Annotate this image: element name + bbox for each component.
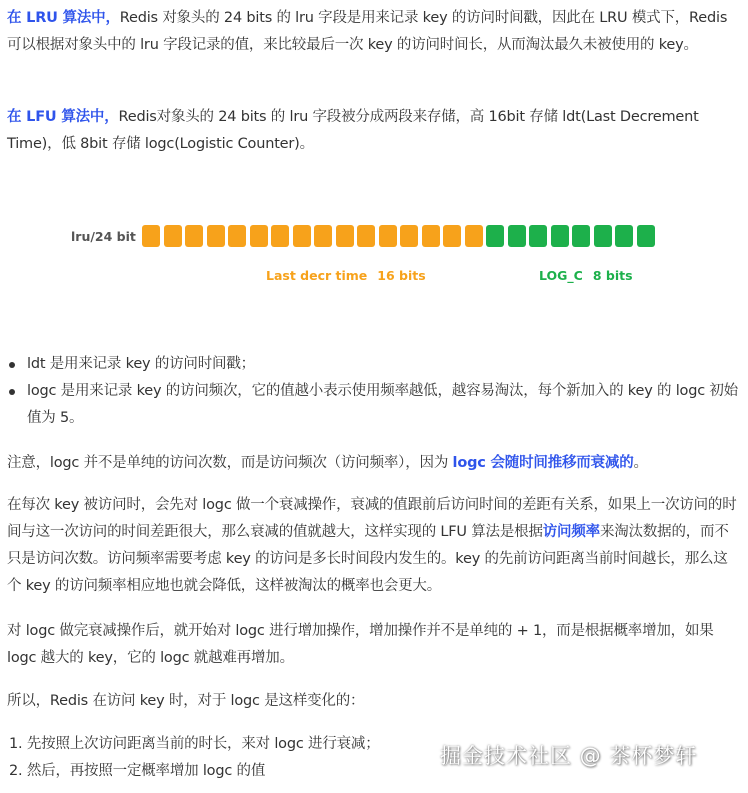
- paragraph-decay: [7, 492, 741, 600]
- ldt-bit-cell: [250, 225, 268, 247]
- caption-ldt-name: Last decr time: [266, 268, 368, 283]
- logc-bit-cell: [572, 225, 590, 247]
- paragraph-note: [7, 450, 648, 477]
- logc-bit-cell: [637, 225, 655, 247]
- paragraph-lfu: [7, 104, 741, 158]
- logc-bit-cell: [529, 225, 547, 247]
- decay-tail: 来淘汰数据的，而不只是访问次数。访问频率需要考虑 key 的访问是多长时间段内发生的。key 的先前访问距离当前时间越长，那么这个 key 的访问频率相应地也就会降低，这样被淘汰的概率也会更大。: [7, 524, 729, 594]
- ldt-bit-cell: [314, 225, 332, 247]
- paragraph-increase: 对 logc 做完衰减操作后，就开始对 logc 进行增加操作，增加操作并不是单纯的 + 1，而是根据概率增加，如果 logc 越大的 key，它的 logc 就越难再增加。: [7, 623, 714, 666]
- bit-cells: [142, 225, 658, 247]
- logc-bit-cell: [551, 225, 569, 247]
- note-tail: 。: [633, 455, 648, 471]
- note-text: 注意，logc 并不是单纯的访问次数，而是访问频次（访问频率），因为: [7, 455, 453, 471]
- bullet-ldt: ldt 是用来记录 key 的访问时间戳；: [7, 351, 741, 378]
- paragraph-lru: [7, 5, 741, 59]
- caption-logc-name: LOG_C: [539, 268, 583, 283]
- ldt-bit-cell: [357, 225, 375, 247]
- lru-bit-diagram: [7, 212, 741, 302]
- lfu-text: Redis对象头的 24 bits 的 lru 字段被分成两段来存储，高 16bit 存储 ldt(Last Decrement Time)，低 8bit 存储 logc(Logistic Counter)。: [7, 109, 699, 152]
- diagram-label: lru/24 bit: [71, 229, 136, 244]
- ldt-bit-cell: [142, 225, 160, 247]
- ldt-bit-cell: [164, 225, 182, 247]
- lfu-lead: 在 LFU 算法中，: [7, 109, 119, 125]
- step-increase: 2. 然后，再按照一定概率增加 logc 的值: [9, 763, 266, 779]
- decay-text: 在每次 key 被访问时，会先对 logc 做一个衰减操作，衰减的值跟前后访问时间的差距有关系，如果上一次访问的时间与这一次访问的时间差距很大，那么衰减的值就越大，这样实现的 LFU 算法是根据: [7, 497, 737, 540]
- logc-bit-cell: [508, 225, 526, 247]
- logc-bit-cell: [615, 225, 633, 247]
- caption-logc-size: 8 bits: [592, 268, 633, 283]
- step-decay: 1. 先按照上次访问距离当前的时长，来对 logc 进行衰减；: [9, 736, 380, 752]
- decay-highlight: 访问频率: [542, 524, 600, 540]
- lru-text: Redis 对象头的 24 bits 的 lru 字段是用来记录 key 的访问时间戳，因此在 LRU 模式下，Redis可以根据对象头中的 lru 字段记录的值，来比较最后一次 key 的访问时间长，从而淘汰最久未被使用的 key。: [7, 10, 728, 53]
- ldt-bit-cell: [422, 225, 440, 247]
- ldt-bit-cell: [379, 225, 397, 247]
- ldt-bit-cell: [207, 225, 225, 247]
- logc-bit-cell: [486, 225, 504, 247]
- lru-lead: 在 LRU 算法中，: [7, 10, 120, 26]
- paragraph-so: 所以，Redis 在访问 key 时，对于 logc 是这样变化的：: [7, 693, 365, 709]
- bullet-logc: logc 是用来记录 key 的访问频次，它的值越小表示使用频率越低，越容易淘汰，每个新加入的 key 的 logc 初始值为 5。: [7, 378, 741, 432]
- steps-list: [7, 731, 380, 785]
- ldt-bit-cell: [400, 225, 418, 247]
- logc-bit-cell: [594, 225, 612, 247]
- ldt-bit-cell: [336, 225, 354, 247]
- ldt-bit-cell: [293, 225, 311, 247]
- note-highlight: logc 会随时间推移而衰减的: [452, 455, 634, 471]
- ldt-bit-cell: [271, 225, 289, 247]
- caption-ldt: [266, 268, 426, 283]
- ldt-bit-cell: [465, 225, 483, 247]
- ldt-bit-cell: [228, 225, 246, 247]
- caption-ldt-size: 16 bits: [377, 268, 426, 283]
- ldt-bit-cell: [185, 225, 203, 247]
- caption-logc: [539, 268, 633, 283]
- field-bullet-list: [7, 351, 741, 432]
- watermark: 掘金技术社区 @ 茶杯梦轩: [440, 744, 698, 768]
- ldt-bit-cell: [443, 225, 461, 247]
